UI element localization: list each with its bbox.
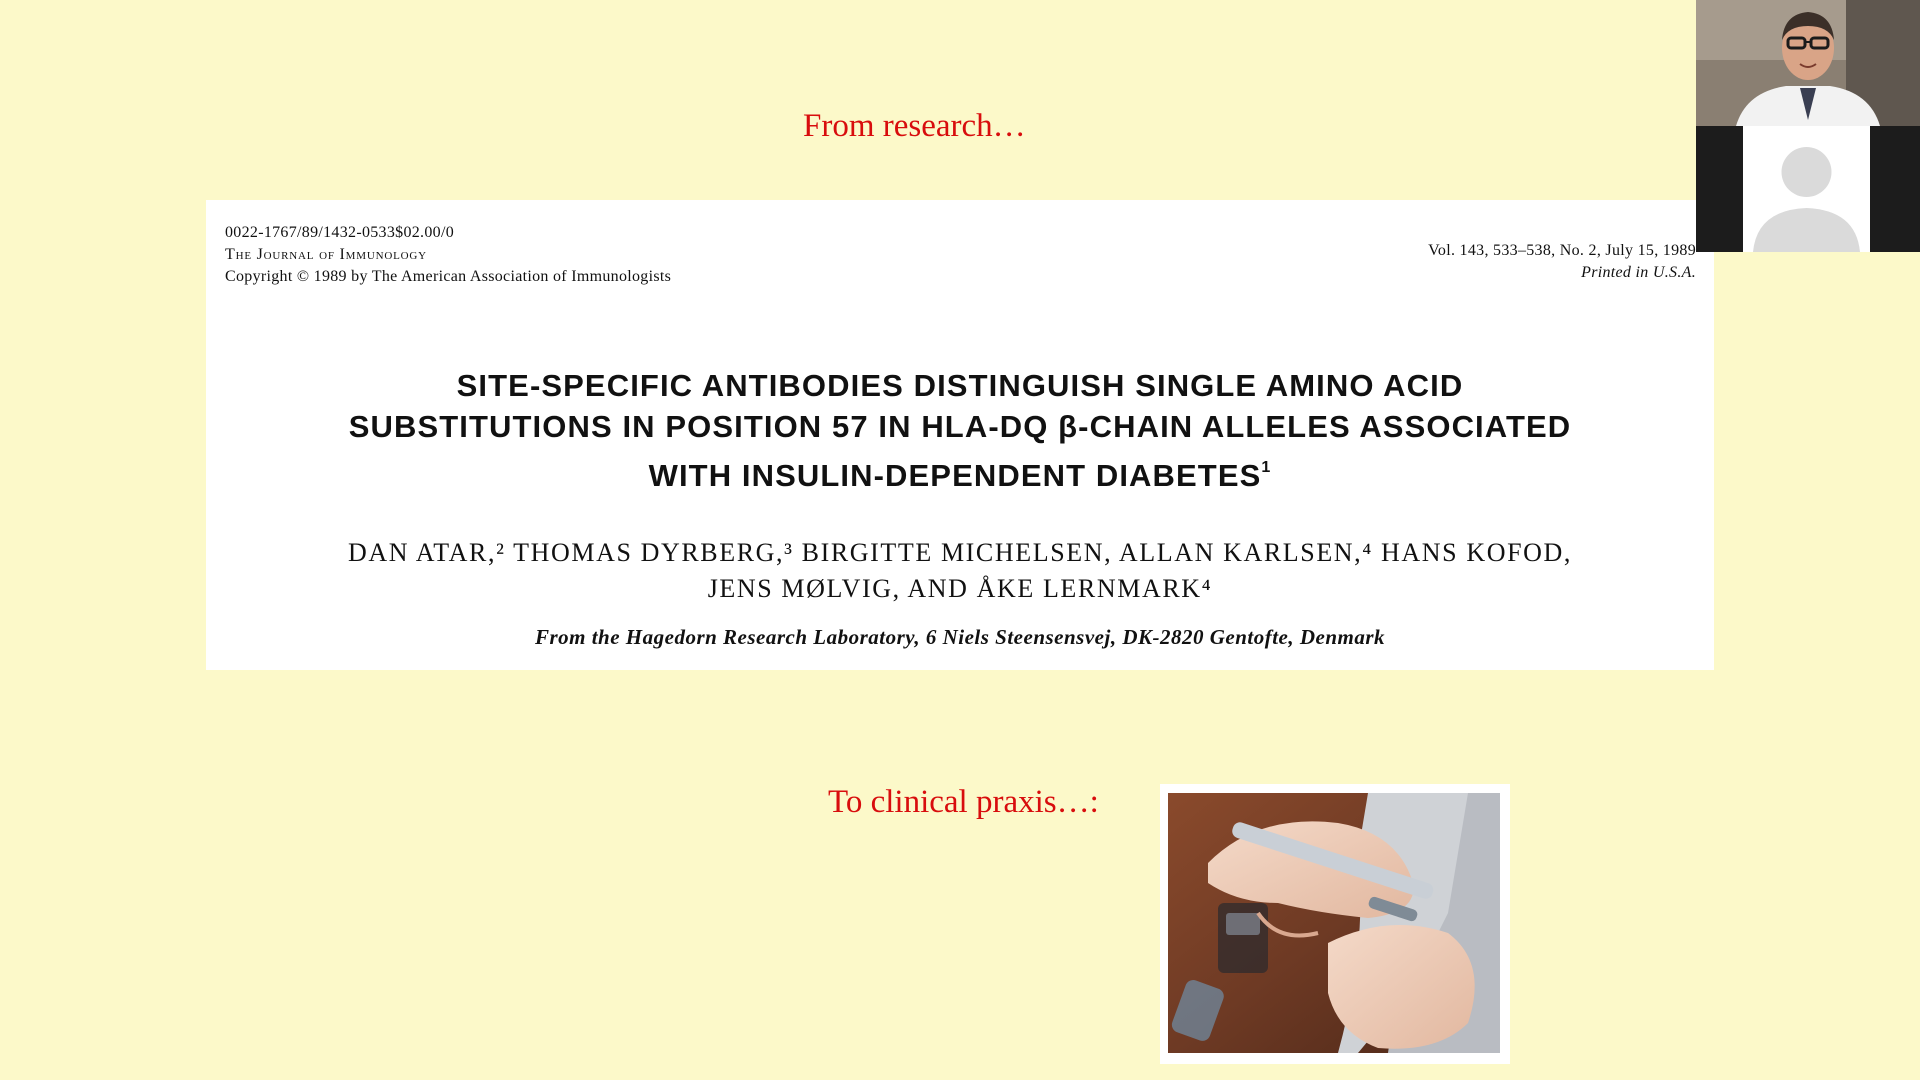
authors-line: JENS MØLVIG, AND ÅKE LERNMARK⁴ (707, 574, 1213, 603)
insulin-pen-illustration (1168, 793, 1500, 1053)
paper-title-line: SUBSTITUTIONS IN POSITION 57 IN HLA-DQ β-CHAIN ALLELES ASSOCIATED (348, 409, 1572, 444)
paper-printed: Printed in U.S.A. (1581, 264, 1696, 281)
paper-title-line (206, 447, 1714, 496)
authors-line: DAN ATAR,² THOMAS DYRBERG,³ BIRGITTE MICHELSEN, ALLAN KARLSEN,⁴ HANS KOFOD, (347, 538, 1573, 567)
paper-title-line: SITE-SPECIFIC ANTIBODIES DISTINGUISH SINGLE AMINO ACID (456, 368, 1464, 403)
title-footnote: 1 (1261, 459, 1272, 476)
participant-video-tile[interactable] (1696, 126, 1920, 252)
paper-affiliation: From the Hagedorn Research Laboratory, 6 Niels Steensensvej, DK-2820 Gentofte, Denmark (534, 625, 1386, 649)
insulin-photo-frame (1160, 784, 1510, 1064)
paper-meta-right (1428, 240, 1696, 284)
paper-title (206, 365, 1714, 496)
heading-to-clinical-praxis: To clinical praxis…: (828, 784, 1099, 820)
insulin-pen-photo (1168, 793, 1500, 1053)
person-video-icon (1696, 0, 1920, 126)
heading-from-research: From research… (803, 108, 1026, 144)
avatar-tile (1743, 126, 1870, 252)
journal-name: The Journal of Immunology (225, 246, 427, 263)
paper-authors (206, 535, 1714, 607)
paper-code: 0022-1767/89/1432-0533$02.00/0 (225, 224, 454, 241)
paper-title-text: WITH INSULIN-DEPENDENT DIABETES (648, 458, 1262, 493)
paper-meta-left (225, 222, 671, 288)
user-avatar-icon (1743, 126, 1870, 252)
paper-volume: Vol. 143, 533–538, No. 2, July 15, 1989 (1428, 242, 1696, 259)
paper-copyright: Copyright © 1989 by The American Association of Immunologists (225, 268, 672, 285)
paper-clipping (206, 200, 1714, 670)
speaker-video-tile[interactable] (1696, 0, 1920, 126)
video-call-panel (1696, 0, 1920, 252)
